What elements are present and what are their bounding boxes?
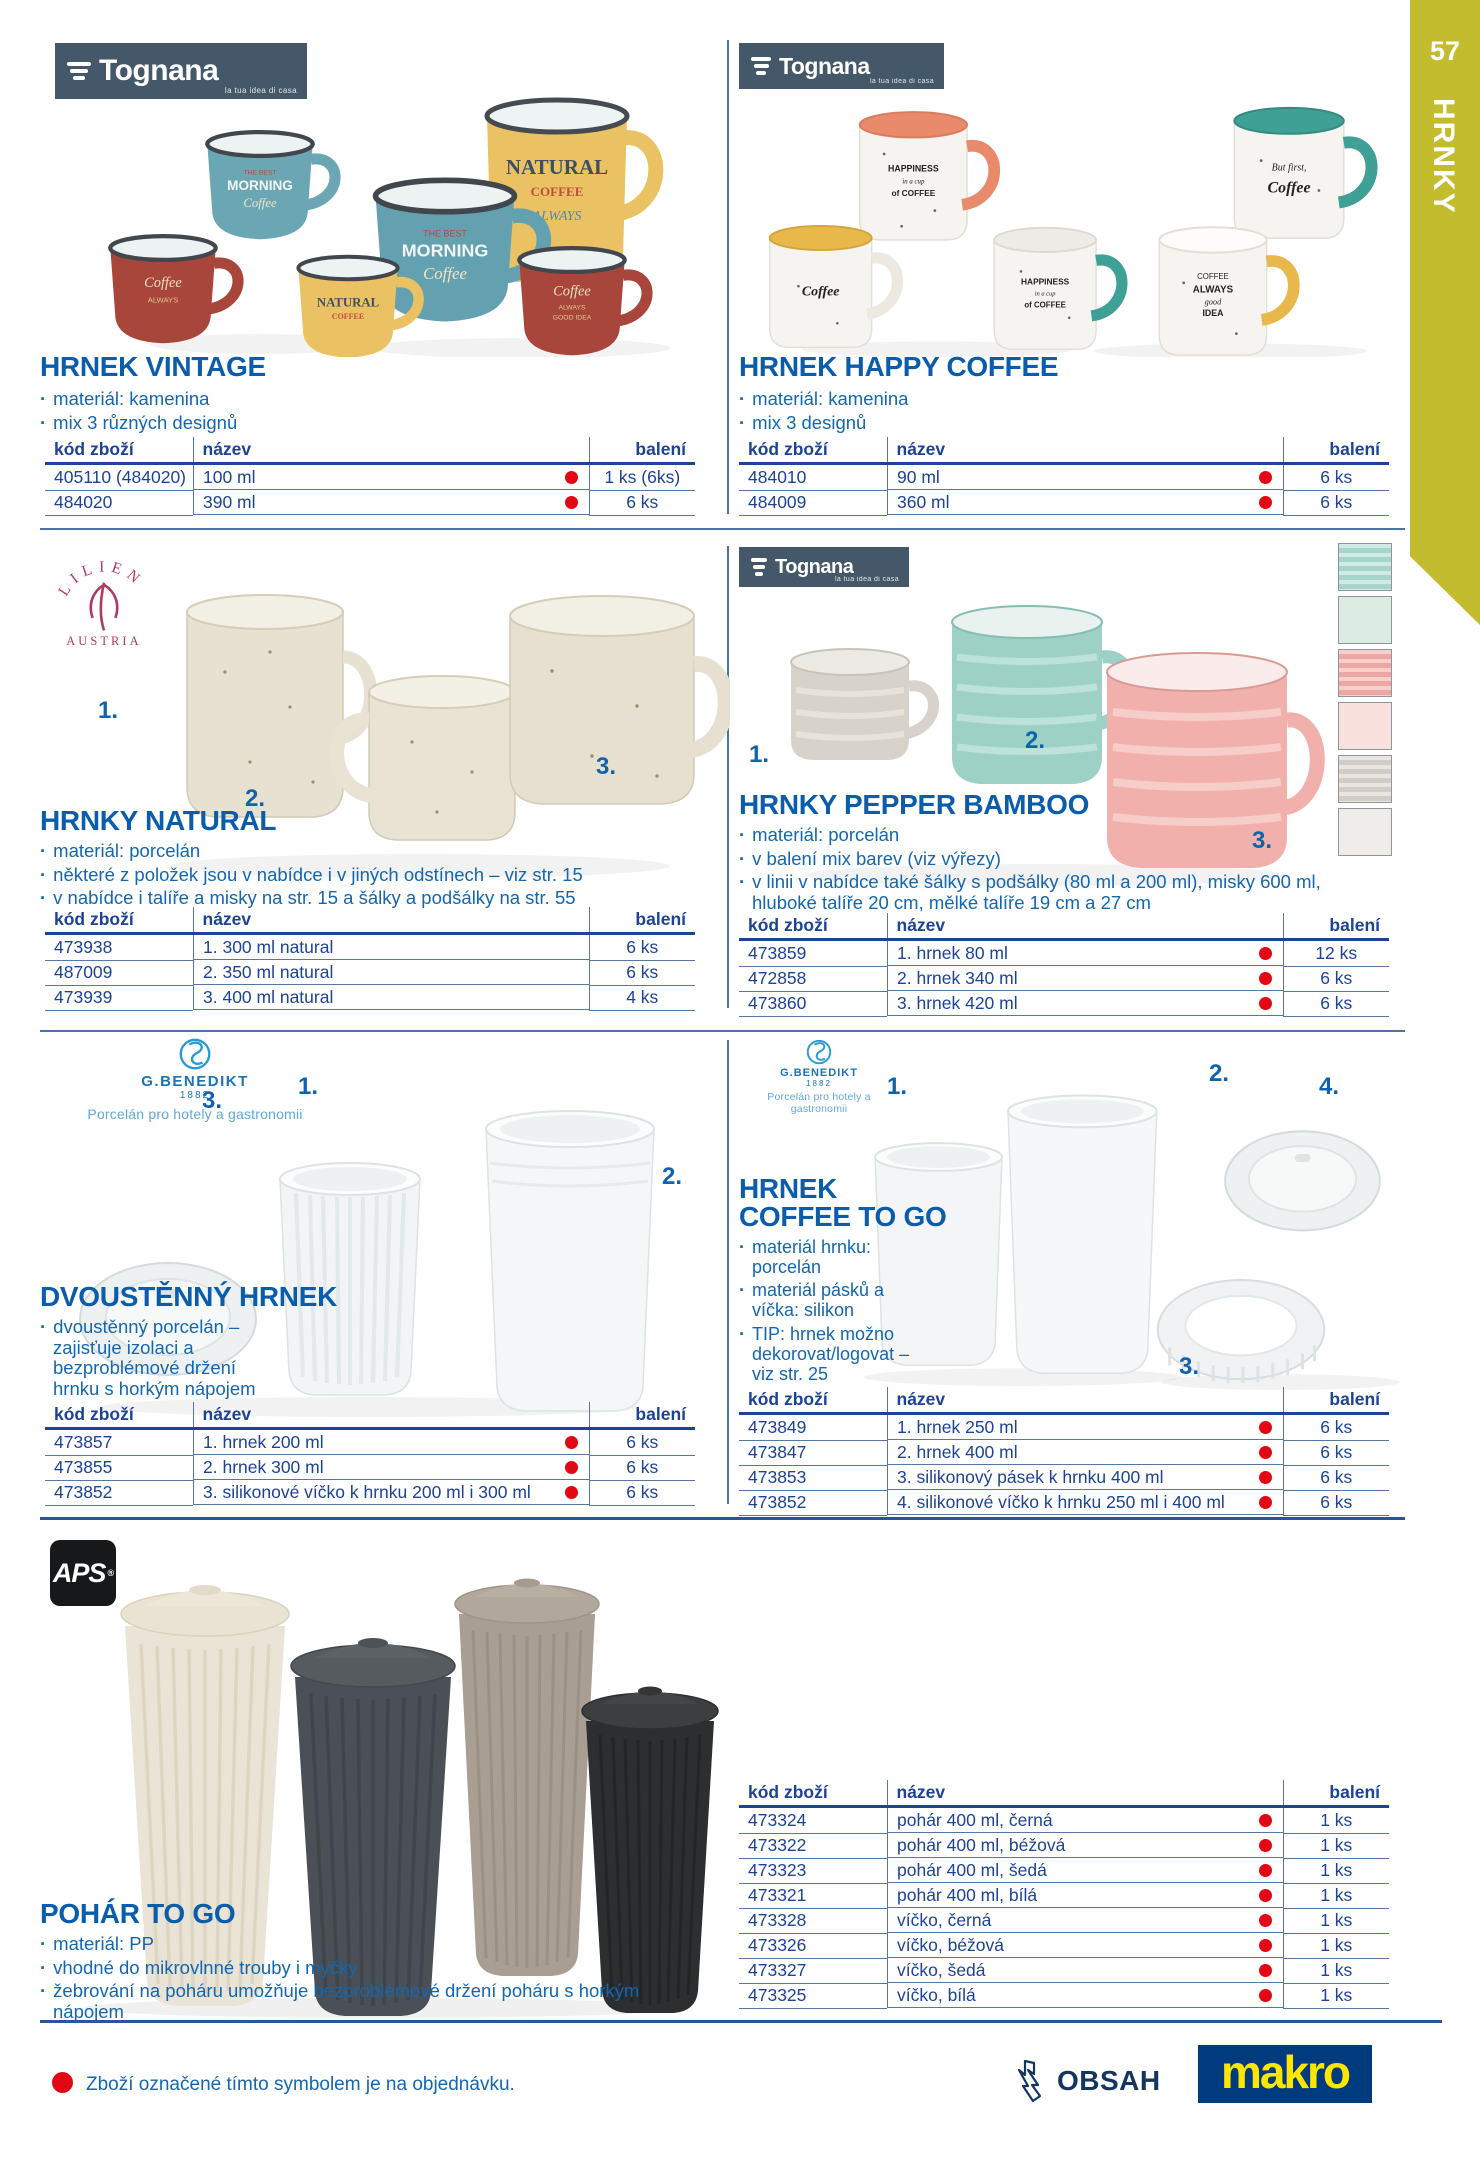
section-title: DVOUSTĚNNÝ HRNEK [40, 1281, 338, 1312]
col-header-code: kód zboží [45, 437, 193, 464]
product-table [739, 913, 1389, 1017]
cell-pack: 6 ks [1283, 1414, 1389, 1441]
col-header-code: kód zboží [45, 907, 193, 934]
cell-code: 473852 [45, 1480, 193, 1505]
svg-text:ALWAYS: ALWAYS [558, 304, 586, 312]
col-header-pack: balení [1283, 913, 1389, 940]
cell-name: 2. 350 ml natural [193, 960, 589, 985]
cell-pack: 1 ks [1283, 1807, 1389, 1834]
table-row [739, 1414, 1389, 1441]
item-number: 2. [1025, 727, 1046, 754]
item-number: 2. [662, 1163, 683, 1190]
order-dot-icon [1259, 1421, 1272, 1434]
bullet: · vhodné do mikrovlnné trouby i myčky [40, 1958, 660, 1979]
cell-name: pohár 400 ml, bílá [887, 1883, 1283, 1908]
section-hrnek-coffee-to-go [727, 1035, 1390, 1513]
color-swatch-white [1338, 808, 1392, 856]
product-table [739, 1780, 1389, 2009]
col-header-name: název [887, 1387, 1283, 1414]
cell-name: 90 ml [887, 465, 1283, 490]
item-number: 3. [1252, 827, 1273, 854]
cell-code: 484010 [739, 464, 887, 491]
cell-name: víčko, šedá [887, 1958, 1283, 1983]
cell-code: 473855 [45, 1455, 193, 1480]
cell-code: 473321 [739, 1883, 887, 1908]
cell-pack: 6 ks [1283, 991, 1389, 1016]
cell-pack: 6 ks [589, 1480, 695, 1505]
svg-text:NATURAL: NATURAL [316, 295, 380, 310]
cell-name: víčko, béžová [887, 1933, 1283, 1958]
col-header-pack: balení [1283, 1780, 1389, 1807]
order-dot-icon [1259, 1814, 1272, 1827]
item-number: 2. [1209, 1060, 1230, 1087]
cell-pack: 6 ks [1283, 1490, 1389, 1515]
col-header-pack: balení [589, 907, 695, 934]
col-header-code: kód zboží [45, 1402, 193, 1429]
cell-code: 405110 (484020) [45, 464, 193, 491]
item-number: 3. [596, 753, 617, 780]
item-number: 2. [245, 785, 266, 812]
order-dot-icon [565, 1461, 578, 1474]
order-dot-icon [565, 471, 578, 484]
cell-name: 360 ml [887, 490, 1283, 515]
table-row [739, 1490, 1389, 1515]
col-header-code: kód zboží [739, 437, 887, 464]
makro-wordmark: makro [1220, 2046, 1350, 2098]
order-dot-icon [1259, 1989, 1272, 2002]
brand-year: 1882 [806, 1079, 832, 1088]
color-swatch-gray [1338, 755, 1392, 803]
section-title: HRNEK VINTAGE [40, 351, 266, 382]
cell-name: pohár 400 ml, šedá [887, 1858, 1283, 1883]
cell-name: 2. hrnek 300 ml [193, 1455, 589, 1480]
table-header-row [739, 913, 1389, 940]
cell-code: 473322 [739, 1833, 887, 1858]
cell-code: 473326 [739, 1933, 887, 1958]
cell-name: 1. hrnek 80 ml [887, 941, 1283, 966]
item-number: 1. [98, 697, 119, 724]
col-header-name: název [887, 1780, 1283, 1807]
cell-name: 1. 300 ml natural [193, 935, 589, 960]
cell-code: 484009 [739, 490, 887, 515]
svg-text:of COFFEE: of COFFEE [891, 188, 936, 198]
col-header-code: kód zboží [739, 913, 887, 940]
table-header-row [45, 1402, 695, 1429]
order-dot-icon [1259, 1914, 1272, 1927]
cell-code: 473324 [739, 1807, 887, 1834]
table-header-row [45, 907, 695, 934]
section-hrnky-pepper-bamboo [727, 545, 1390, 1014]
item-number: 4. [1319, 1073, 1340, 1100]
item-number: 3. [1179, 1353, 1200, 1380]
cell-code: 484020 [45, 490, 193, 515]
cell-name: 100 ml [193, 465, 589, 490]
table-row [739, 966, 1389, 991]
product-table [739, 1387, 1389, 1516]
bullet: · žebrování na poháru umožňuje bezproblémové držení poháru s horkým nápojem [40, 1981, 660, 2022]
side-ribbon [1410, 0, 1480, 625]
cell-name: 390 ml [193, 490, 589, 515]
brand-name: APS [52, 1557, 106, 1588]
table-row [45, 464, 695, 491]
vintage-mugs-photo [60, 35, 680, 357]
cell-pack: 6 ks [589, 934, 695, 961]
cell-pack: 6 ks [589, 960, 695, 985]
col-header-pack: balení [1283, 1387, 1389, 1414]
section-title-line1: HRNEK [739, 1173, 838, 1204]
cell-code: 473859 [739, 940, 887, 967]
brand-tagline: la tua idea di casa [224, 86, 297, 95]
cell-pack: 6 ks [1283, 490, 1389, 515]
order-dot-icon [1259, 972, 1272, 985]
table-row [739, 464, 1389, 491]
brand-name: Tognana [779, 52, 870, 79]
order-dot-icon [1259, 471, 1272, 484]
cell-pack: 6 ks [589, 1429, 695, 1456]
bullet-list [40, 841, 680, 912]
svg-text:in a cup: in a cup [1034, 290, 1056, 298]
bullet: · TIP: hrnek možno dekorovat/logovat – viz str. 25 [739, 1324, 931, 1384]
table-row [45, 1455, 695, 1480]
table-row [45, 490, 695, 515]
table-row [739, 991, 1389, 1016]
order-note: Zboží označené tímto symbolem je na objednávku. [86, 2074, 515, 2095]
svg-text:LILIEN: LILIEN [55, 558, 148, 600]
section-dvoustenny-hrnek [40, 1035, 700, 1505]
cell-pack: 6 ks [1283, 1465, 1389, 1490]
brand-name: G.BENEDIKT [780, 1067, 858, 1079]
bullet-list [739, 389, 1359, 436]
cell-pack: 1 ks [1283, 1883, 1389, 1908]
table-row [739, 1833, 1389, 1858]
bullet: · v linii v nabídce také šálky s podšálky (80 ml a 200 ml), misky 600 ml, hluboké talíře 20 cm, mělké talíře 19 cm a 27 cm [739, 872, 1339, 913]
bullet: · mix 3 různých designů [40, 413, 660, 434]
order-dot-icon [1259, 1446, 1272, 1459]
color-swatch-pink [1338, 649, 1392, 697]
col-header-name: název [887, 913, 1283, 940]
bullet: · materiál pásků a víčka: silikon [739, 1280, 931, 1320]
svg-text:good: good [1204, 297, 1222, 307]
item-number: 1. [298, 1073, 319, 1100]
cell-name: víčko, bílá [887, 1983, 1283, 2008]
bullet-list [739, 825, 1339, 917]
col-header-code: kód zboží [739, 1387, 887, 1414]
cell-code: 473849 [739, 1414, 887, 1441]
svg-text:Coffee: Coffee [243, 195, 277, 210]
ribbon-category-label: HRNKY [1427, 98, 1460, 215]
table-row [739, 1983, 1389, 2008]
section-pohar-to-go [40, 1520, 730, 2023]
table-header-row [739, 1780, 1389, 1807]
svg-text:ALWAYS: ALWAYS [147, 295, 179, 305]
bullet: · některé z položek jsou v nabídce i v jiných odstínech – viz str. 15 [40, 865, 680, 886]
brand-name: G.BENEDIKT [141, 1073, 249, 1090]
cell-pack: 1 ks [1283, 1958, 1389, 1983]
section-hrnky-natural [40, 545, 700, 1010]
order-dot-icon [565, 1486, 578, 1499]
svg-text:Coffee: Coffee [801, 284, 840, 300]
obsah-link[interactable] [1015, 2058, 1161, 2104]
svg-text:Coffee: Coffee [144, 275, 182, 292]
cell-pack: 6 ks [1283, 1440, 1389, 1465]
table-row [739, 1958, 1389, 1983]
cell-name: 3. silikonové víčko k hrnku 200 ml i 300 ml [193, 1480, 589, 1505]
table-row [739, 940, 1389, 967]
bullet: · materiál: porcelán [739, 825, 1339, 846]
divider [40, 1030, 1405, 1032]
svg-text:But first,: But first, [1271, 162, 1307, 174]
table-row [739, 1883, 1389, 1908]
product-table [45, 1402, 695, 1506]
table-row [45, 985, 695, 1010]
bullet: · materiál: porcelán [40, 841, 680, 862]
svg-text:NATURAL: NATURAL [505, 155, 609, 179]
svg-text:IDEA: IDEA [1202, 308, 1224, 319]
col-header-name: název [887, 437, 1283, 464]
bullet: · materiál: PP [40, 1934, 660, 1955]
svg-text:HAPPINESS: HAPPINESS [1021, 276, 1070, 287]
table-row [739, 490, 1389, 515]
svg-text:AUSTRIA: AUSTRIA [66, 633, 142, 648]
cell-code: 473323 [739, 1858, 887, 1883]
benedikt-circle-icon [176, 1035, 214, 1073]
svg-text:COFFEE: COFFEE [1197, 271, 1229, 281]
color-swatch-mint [1338, 596, 1392, 644]
section-hrnek-happy-coffee [727, 35, 1390, 520]
svg-text:of COFFEE: of COFFEE [1024, 300, 1066, 310]
svg-text:MORNING: MORNING [401, 240, 489, 261]
svg-text:ALWAYS: ALWAYS [1192, 284, 1234, 296]
order-dot-icon [1259, 1471, 1272, 1484]
bullet: · dvoustěnný porcelán – zajisťuje izolaci a bezproblémové držení hrnku s horkým nápojem [40, 1317, 278, 1400]
svg-text:COFFEE: COFFEE [331, 312, 365, 322]
cell-name: 3. hrnek 420 ml [887, 991, 1283, 1016]
bullet: · v nabídce i talíře a misky na str. 15 a šálky a podšálky na str. 55 [40, 888, 680, 909]
bullet-list [40, 389, 660, 436]
svg-text:THE BEST: THE BEST [423, 228, 467, 239]
cell-code: 473325 [739, 1983, 887, 2008]
cell-name: 3. silikonový pásek k hrnku 400 ml [887, 1465, 1283, 1490]
table-row [739, 1908, 1389, 1933]
cell-code: 473847 [739, 1440, 887, 1465]
product-table [45, 907, 695, 1011]
svg-text:ALWAYS: ALWAYS [532, 209, 582, 224]
order-dot-icon [1259, 1496, 1272, 1509]
cell-code: 473938 [45, 934, 193, 961]
order-dot-icon [565, 496, 578, 509]
table-header-row [739, 1387, 1389, 1414]
table-row [739, 1807, 1389, 1834]
cell-name: 1. hrnek 200 ml [193, 1430, 589, 1455]
cell-name: pohár 400 ml, černá [887, 1808, 1283, 1833]
order-dot-icon [1259, 1939, 1272, 1952]
table-header-row [739, 437, 1389, 464]
bullet-list [40, 1934, 660, 2026]
color-swatch-teal [1338, 543, 1392, 591]
order-dot-icon [1259, 1889, 1272, 1902]
order-dot-icon [1259, 1839, 1272, 1852]
benedikt-circle-icon [804, 1037, 834, 1067]
section-title: HRNKY NATURAL [40, 805, 277, 836]
bullet-list [40, 1317, 278, 1403]
table-header-row [45, 437, 695, 464]
cell-pack: 1 ks [1283, 1983, 1389, 2008]
table-row [739, 1440, 1389, 1465]
svg-text:THE BEST: THE BEST [243, 169, 277, 177]
brand-year: 1882 [179, 1090, 211, 1101]
cell-pack: 1 ks [1283, 1908, 1389, 1933]
section-title: HRNKY PEPPER BAMBOO [739, 789, 1090, 820]
cell-pack: 6 ks [589, 1455, 695, 1480]
order-dot-icon [1259, 496, 1272, 509]
table-row [739, 1465, 1389, 1490]
section-title-line2: COFFEE TO GO [739, 1201, 947, 1232]
order-dot-icon [565, 1436, 578, 1449]
page-number: 57 [1429, 36, 1461, 66]
brand-name: Tognana [99, 54, 219, 87]
cell-pack: 6 ks [1283, 966, 1389, 991]
cell-pack: 6 ks [589, 490, 695, 515]
order-dot-legend-icon [52, 2072, 73, 2093]
item-number: 1. [749, 741, 770, 768]
table-row [45, 1429, 695, 1456]
col-header-pack: balení [1283, 437, 1389, 464]
brand-tagline: la tua idea di casa [834, 576, 899, 583]
order-dot-icon [1259, 997, 1272, 1010]
cell-code: 487009 [45, 960, 193, 985]
cell-name: pohár 400 ml, béžová [887, 1833, 1283, 1858]
cell-code: 473939 [45, 985, 193, 1010]
section-pohar-table [727, 1778, 1390, 2018]
aps-logo: APS ® [50, 1540, 116, 1606]
cell-pack: 1 ks [1283, 1933, 1389, 1958]
table-row [739, 1933, 1389, 1958]
svg-text:COFFEE: COFFEE [530, 184, 584, 199]
cell-name: 1. hrnek 250 ml [887, 1415, 1283, 1440]
happy-coffee-mugs-photo [742, 35, 1397, 357]
cell-name: 3. 400 ml natural [193, 985, 589, 1010]
svg-text:Coffee: Coffee [553, 283, 591, 300]
cell-code: 473852 [739, 1490, 887, 1515]
obsah-arrow-icon [1015, 2058, 1051, 2104]
order-dot-icon [1259, 947, 1272, 960]
cell-code: 473857 [45, 1429, 193, 1456]
svg-text:in a cup: in a cup [902, 178, 925, 186]
cell-code: 472858 [739, 966, 887, 991]
table-row [45, 1480, 695, 1505]
order-dot-icon [1259, 1864, 1272, 1877]
bullet: · materiál: kamenina [739, 389, 1359, 410]
brand-tagline: la tua idea di casa [869, 78, 934, 85]
section-title: POHÁR TO GO [40, 1898, 236, 1929]
cell-pack: 6 ks [1283, 464, 1389, 491]
svg-text:Coffee: Coffee [423, 263, 467, 283]
brand-name: Tognana [775, 556, 854, 578]
col-header-name: název [193, 437, 589, 464]
color-swatch-pale-pink [1338, 702, 1392, 750]
cell-code: 473327 [739, 1958, 887, 1983]
col-header-name: název [193, 907, 589, 934]
product-table [739, 437, 1389, 516]
item-number: 1. [887, 1073, 908, 1100]
cell-code: 473853 [739, 1465, 887, 1490]
section-hrnek-vintage [40, 35, 700, 520]
svg-text:GOOD IDEA: GOOD IDEA [552, 314, 592, 322]
cell-name: 4. silikonové víčko k hrnku 250 ml i 400 ml [887, 1490, 1283, 1515]
cell-name: 2. hrnek 340 ml [887, 966, 1283, 991]
brand-subtitle: Porcelán pro hotely a gastronomii [87, 1106, 303, 1122]
cell-pack: 12 ks [1283, 940, 1389, 967]
svg-text:Coffee: Coffee [1267, 179, 1311, 197]
brand-subtitle: Porcelán pro hotely a gastronomii [767, 1091, 871, 1115]
bullet-list [739, 1237, 931, 1387]
table-row [45, 960, 695, 985]
bullet: · materiál hrnku: porcelán [739, 1237, 931, 1277]
col-header-name: název [193, 1402, 589, 1429]
divider [40, 528, 1405, 530]
cell-name: víčko, černá [887, 1908, 1283, 1933]
cell-code: 473860 [739, 991, 887, 1016]
svg-text:HAPPINESS: HAPPINESS [888, 163, 939, 174]
obsah-label: OBSAH [1057, 2065, 1161, 2096]
section-title: HRNEK HAPPY COFFEE [739, 351, 1059, 382]
makro-logo[interactable] [1198, 2045, 1372, 2103]
cell-name: 2. hrnek 400 ml [887, 1440, 1283, 1465]
table-row [45, 934, 695, 961]
cell-pack: 4 ks [589, 985, 695, 1010]
order-dot-icon [1259, 1964, 1272, 1977]
bullet: · materiál: kamenina [40, 389, 660, 410]
bullet: · v balení mix barev (viz výřezy) [739, 849, 1339, 870]
cell-code: 473328 [739, 1908, 887, 1933]
product-table [45, 437, 695, 516]
bullet: · mix 3 designů [739, 413, 1359, 434]
item-number: 3. [202, 1087, 223, 1114]
cell-pack: 1 ks [1283, 1833, 1389, 1858]
col-header-pack: balení [589, 1402, 695, 1429]
col-header-pack: balení [589, 437, 695, 464]
table-row [739, 1858, 1389, 1883]
cell-pack: 1 ks (6ks) [589, 464, 695, 491]
cell-pack: 1 ks [1283, 1858, 1389, 1883]
svg-text:MORNING: MORNING [227, 177, 293, 193]
col-header-code: kód zboží [739, 1780, 887, 1807]
